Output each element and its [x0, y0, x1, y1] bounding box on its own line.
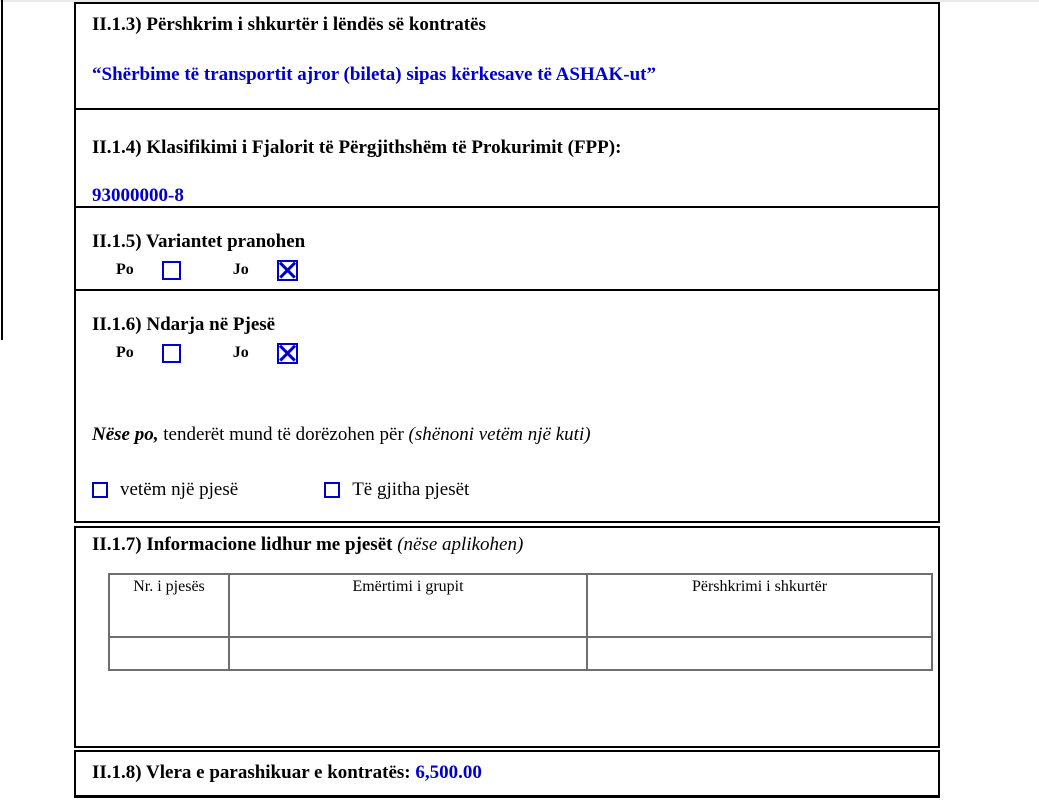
col-header-short-description: Përshkrimi i shkurtër	[587, 574, 932, 637]
left-crop-border-line	[1, 0, 3, 340]
table-cell	[109, 637, 229, 670]
yes-label: Po	[116, 344, 134, 361]
section-ii-1-5-title: II.1.5) Variantet pranohen	[92, 231, 306, 252]
section-ii-1-8-title: II.1.8) Vlera e parashikuar e kontratës:	[92, 762, 416, 783]
condition-sentence	[92, 423, 928, 447]
no-label: Jo	[232, 344, 249, 361]
table-header-row	[109, 574, 932, 637]
section-ii-1-8	[74, 750, 940, 798]
section-ii-1-6	[74, 291, 940, 523]
all-lots-label: Të gjitha pjesët	[352, 479, 470, 500]
form-column	[74, 2, 940, 798]
only-one-lot-label: vetëm një pjesë	[120, 479, 239, 500]
section-ii-1-4-title: II.1.4) Klasifikimi i Fjalorit të Përgjithshëm të Prokurimit (FPP):	[92, 137, 622, 158]
contract-description-value: “Shërbime të transportit ajror (bileta) sipas kërkesave të ASHAK-ut”	[92, 64, 656, 85]
col-header-group-name: Emërtimi i grupit	[229, 574, 587, 637]
estimated-value-line	[92, 761, 928, 785]
lots-yes-no-row	[92, 341, 928, 365]
col-header-lot-number: Nr. i pjesës	[109, 574, 229, 637]
condition-bold-italic: Nëse po,	[92, 424, 159, 445]
section-ii-1-3	[74, 2, 940, 110]
estimated-value: 6,500.00	[415, 762, 482, 783]
all-lots-checkbox[interactable]	[324, 482, 340, 498]
cpv-code-value: 93000000-8	[92, 185, 184, 206]
lot-options-row	[92, 479, 928, 501]
yes-label: Po	[116, 261, 134, 278]
section-ii-1-7-title-italic: (nëse aplikohen)	[397, 534, 524, 555]
lots-no-checkbox[interactable]	[277, 343, 298, 364]
no-label: Jo	[232, 261, 249, 278]
variants-yes-checkbox[interactable]	[162, 261, 181, 280]
table-cell	[587, 637, 932, 670]
section-ii-1-7-title	[92, 533, 928, 557]
condition-italic-note: (shënoni vetëm një kuti)	[408, 424, 591, 445]
variants-no-checkbox[interactable]	[277, 260, 298, 281]
section-ii-1-3-title: II.1.3) Përshkrim i shkurtër i lëndës së kontratës	[92, 14, 486, 35]
section-ii-1-5	[74, 208, 940, 291]
lots-info-table	[108, 573, 933, 671]
variants-yes-no-row	[92, 258, 928, 282]
section-ii-1-7	[74, 526, 940, 748]
only-one-lot-checkbox[interactable]	[92, 482, 108, 498]
condition-text: tenderët mund të dorëzohen për	[158, 424, 409, 445]
table-row	[109, 637, 932, 670]
section-ii-1-4	[74, 110, 940, 208]
lots-yes-checkbox[interactable]	[162, 344, 181, 363]
section-ii-1-7-title-bold: II.1.7) Informacione lidhur me pjesët	[92, 534, 398, 555]
section-ii-1-6-title: II.1.6) Ndarja në Pjesë	[92, 314, 276, 335]
table-cell	[229, 637, 587, 670]
